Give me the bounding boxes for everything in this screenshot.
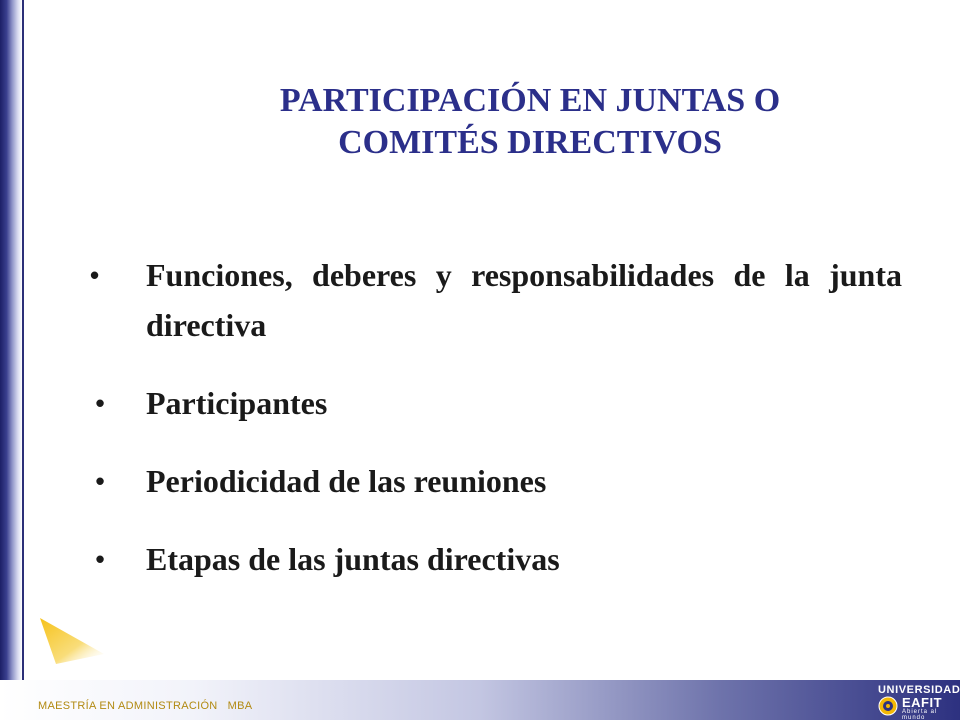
bullet-text: Funciones, deberes y responsabilidades de la junta directiva xyxy=(146,257,902,343)
university-logo xyxy=(868,682,958,718)
logo-tagline: Abierta al mundo xyxy=(902,709,938,720)
left-decorative-bar xyxy=(0,0,22,720)
bullet-text: Participantes xyxy=(146,385,328,421)
play-arrow-icon xyxy=(38,614,108,668)
title-line-1: PARTICIPACIÓN EN JUNTAS O xyxy=(279,82,781,119)
bullet-item xyxy=(90,456,902,506)
slide-title xyxy=(160,80,900,164)
bullet-icon: • xyxy=(95,466,105,496)
bullet-icon: • xyxy=(95,388,105,418)
bullet-icon: • xyxy=(95,544,105,574)
bullet-text: Etapas de las juntas directivas xyxy=(146,541,560,577)
logo-line-1: UNIVERSIDAD xyxy=(878,684,960,696)
bullet-text: Periodicidad de las reuniones xyxy=(146,463,547,499)
logo-line-2: EAFIT xyxy=(902,695,943,710)
bullet-item xyxy=(90,378,902,428)
title-line-2: COMITÉS DIRECTIVOS xyxy=(338,124,722,161)
bullet-item xyxy=(90,534,902,584)
left-divider-line xyxy=(22,0,24,720)
bullet-icon: • xyxy=(90,260,100,290)
footer-program-label: MAESTRÍA EN ADMINISTRACIÓN MBA xyxy=(38,700,253,712)
bullet-list xyxy=(90,250,902,584)
bullet-item xyxy=(90,250,902,350)
university-seal-icon xyxy=(878,696,898,716)
